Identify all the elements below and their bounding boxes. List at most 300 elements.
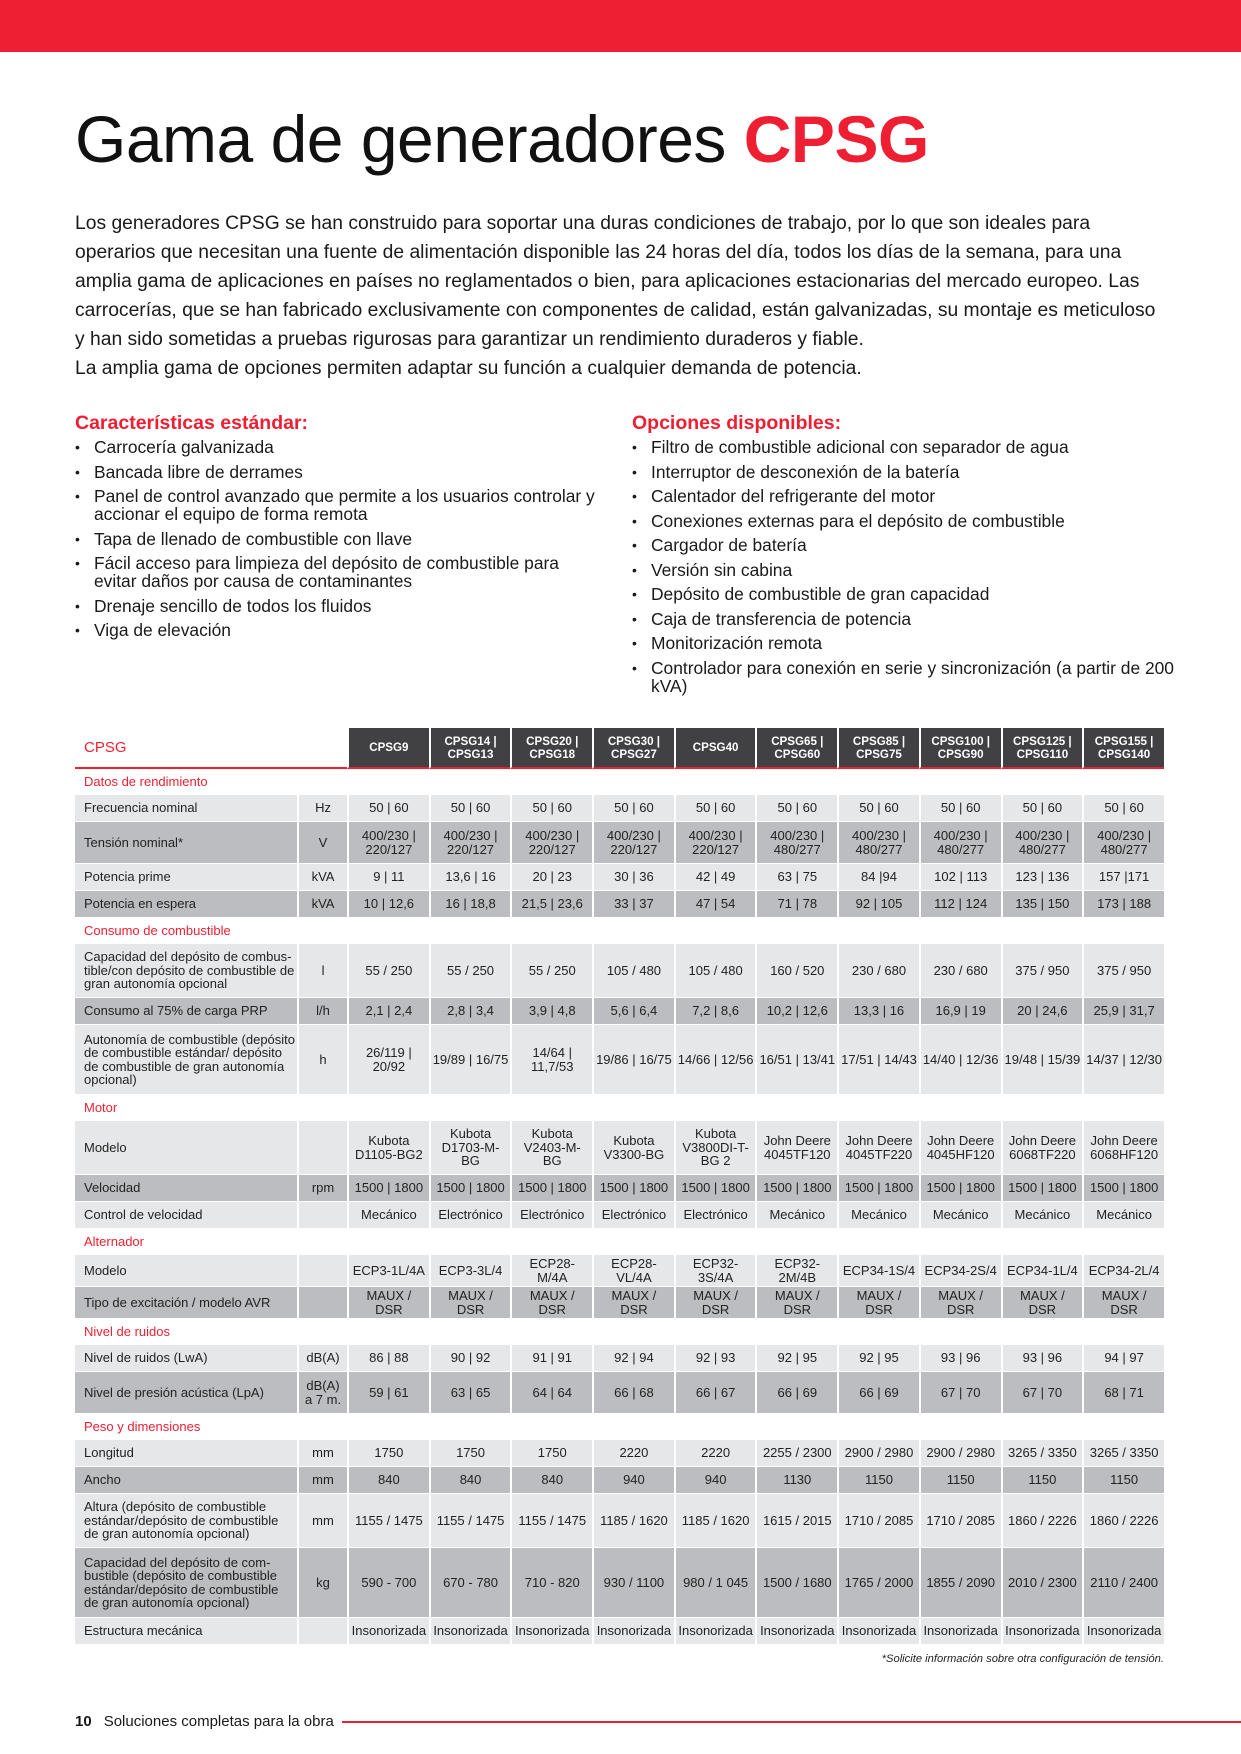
table-cell: 10,2 | 12,6 [755,998,837,1025]
table-cell: 940 [592,1467,674,1494]
table-cell: 1500 | 1800 [755,1175,837,1202]
table-cell: 105 / 480 [674,944,756,998]
table-cell: 63 | 65 [429,1372,511,1414]
table-cell: 9 | 11 [347,864,429,891]
option-item: • Depósito de combustible de gran capacidad [632,585,1192,603]
option-item: • Versión sin cabina [632,561,1192,579]
row-label: Consumo al 75% de carga PRP [75,998,297,1025]
section-title: Alternador [75,1229,1164,1255]
table-cell: 20 | 24,6 [1001,998,1083,1025]
table-row [75,822,1164,864]
table-cell: 13,3 | 16 [837,998,919,1025]
table-cell: 10 | 12,6 [347,891,429,918]
table-cell: 86 | 88 [347,1345,429,1372]
table-cell: 400/230 | 480/277 [755,822,837,864]
table-cell: 50 | 60 [510,795,592,822]
table-cell: 3,9 | 4,8 [510,998,592,1025]
table-cell: 375 / 950 [1082,944,1164,998]
table-section-row [75,1414,1164,1440]
standard-feature-item: • Tapa de llenado de combustible con llave [75,530,595,548]
table-cell: 2220 [592,1440,674,1467]
table-cell: 1155 / 1475 [510,1494,592,1548]
page-number: 10 [75,1713,92,1730]
table-cell: 14/64 | 11,7/53 [510,1025,592,1095]
row-unit [297,1255,347,1287]
row-unit: mm [297,1467,347,1494]
table-section-row [75,1229,1164,1255]
table-cell: 66 | 68 [592,1372,674,1414]
standard-features-heading: Características estándar: [75,412,309,434]
spec-table [75,728,1164,1645]
table-cell: 375 / 950 [1001,944,1083,998]
table-cell: 19/48 | 15/39 [1001,1025,1083,1095]
option-item: • Calentador del refrigerante del motor [632,487,1192,505]
table-cell: 2,8 | 3,4 [429,998,511,1025]
table-cell: ECP32-2M/4B [755,1255,837,1287]
model-column-header: CPSG85 | CPSG75 [837,728,919,769]
table-cell: Mecánico [347,1202,429,1229]
model-column-header: CPSG30 | CPSG27 [592,728,674,769]
table-cell: 55 / 250 [429,944,511,998]
table-cell: Electrónico [674,1202,756,1229]
table-cell: ECP34-1S/4 [837,1255,919,1287]
table-cell: 16,9 | 19 [919,998,1001,1025]
table-row [75,1175,1164,1202]
table-corner-label: CPSG [75,728,297,769]
row-label: Capacidad del depósito de combus-tible/con depósito de combustible de gran autonomía opcional [75,944,297,998]
table-cell: 1150 [837,1467,919,1494]
table-cell: 92 | 95 [837,1345,919,1372]
table-cell: Insonorizada [510,1618,592,1645]
table-cell: 2110 / 2400 [1082,1548,1164,1618]
table-cell: 92 | 105 [837,891,919,918]
footer-text: Soluciones completas para la obra [103,1713,334,1730]
row-unit: mm [297,1494,347,1548]
table-cell: MAUX / DSR [674,1287,756,1319]
table-cell: Electrónico [592,1202,674,1229]
table-row [75,795,1164,822]
table-cell: Mecánico [919,1202,1001,1229]
table-cell: 1860 / 2226 [1001,1494,1083,1548]
table-cell: 30 | 36 [592,864,674,891]
model-column-header: CPSG155 | CPSG140 [1082,728,1164,769]
table-cell: Insonorizada [592,1618,674,1645]
table-cell: 1615 / 2015 [755,1494,837,1548]
standard-features-list [75,438,595,639]
table-cell: 33 | 37 [592,891,674,918]
model-column-header: CPSG100 | CPSG90 [919,728,1001,769]
table-cell: 135 | 150 [1001,891,1083,918]
title-main: Gama de generadores [75,102,726,176]
table-cell: 670 - 780 [429,1548,511,1618]
intro-text: Los generadores CPSG se han construido para soportar una duras condiciones de trabajo, por lo que son ideales para operarios que necesitan una fuente de alimentación disponible las 24 horas del día, todos los días de la semana, para una amplia gama de aplicaciones en países no reglamentados o bien, para aplicaciones estacionarias del mercado europeo. Las carrocerías, que se han fabricado exclusivamente con componentes de calidad, están galvanizadas, su montaje es meticuloso y han sido sometidas a pruebas rigurosas para garantizar un rendimiento duraderos y fiable. [75,213,1156,350]
table-row [75,1287,1164,1319]
page-title [75,102,929,176]
table-cell: 840 [510,1467,592,1494]
table-row [75,1372,1164,1414]
table-section-row [75,1319,1164,1345]
row-label: Ancho [75,1467,297,1494]
table-cell: 400/230 | 220/127 [592,822,674,864]
table-cell: 2255 / 2300 [755,1440,837,1467]
table-cell: Insonorizada [837,1618,919,1645]
table-cell: 1750 [429,1440,511,1467]
table-cell: 92 | 93 [674,1345,756,1372]
table-cell: Insonorizada [919,1618,1001,1645]
footnote: *Solicite información sobre otra configuración de tensión. [881,1653,1164,1665]
model-column-header: CPSG9 [347,728,429,769]
row-unit [297,1121,347,1175]
table-cell: 840 [347,1467,429,1494]
table-corner-unit [297,728,347,769]
table-cell: 400/230 | 480/277 [1001,822,1083,864]
table-cell: ECP3-1L/4A [347,1255,429,1287]
row-label: Potencia prime [75,864,297,891]
table-cell: 1765 / 2000 [837,1548,919,1618]
table-cell: Insonorizada [429,1618,511,1645]
standard-feature-item: • Viga de elevación [75,621,595,639]
table-cell: 91 | 91 [510,1345,592,1372]
table-cell: MAUX / DSR [510,1287,592,1319]
title-accent: CPSG [743,102,929,176]
table-cell: John Deere 6068HF120 [1082,1121,1164,1175]
table-cell: 1130 [755,1467,837,1494]
table-cell: 20 | 23 [510,864,592,891]
standard-feature-item: • Bancada libre de derrames [75,463,595,481]
row-label: Autonomía de combustible (depósito de combustible estándar/ depósito de combustible de gran autonomía opcional) [75,1025,297,1095]
table-cell: 64 | 64 [510,1372,592,1414]
table-cell: 2900 / 2980 [837,1440,919,1467]
table-cell: MAUX / DSR [1082,1287,1164,1319]
table-cell: Kubota D1703-M-BG [429,1121,511,1175]
table-cell: 47 | 54 [674,891,756,918]
standard-feature-item: • Carrocería galvanizada [75,438,595,456]
table-cell: ECP34-1L/4 [1001,1255,1083,1287]
table-cell: 50 | 60 [755,795,837,822]
model-column-header: CPSG65 | CPSG60 [755,728,837,769]
available-options-list [632,438,1192,695]
table-cell: 42 | 49 [674,864,756,891]
table-cell: 112 | 124 [919,891,1001,918]
table-cell: 160 / 520 [755,944,837,998]
table-cell: Mecánico [837,1202,919,1229]
table-cell: 173 | 188 [1082,891,1164,918]
row-unit: mm [297,1440,347,1467]
row-unit: h [297,1025,347,1095]
available-options [632,412,1192,701]
table-cell: 93 | 96 [919,1345,1001,1372]
section-title: Nivel de ruidos [75,1319,1164,1345]
table-cell: 19/86 | 16/75 [592,1025,674,1095]
table-cell: 157 |171 [1082,864,1164,891]
table-cell: 1500 | 1800 [837,1175,919,1202]
table-cell: 63 | 75 [755,864,837,891]
row-label: Frecuencia nominal [75,795,297,822]
table-cell: Kubota V2403-M-BG [510,1121,592,1175]
table-cell: 55 / 250 [347,944,429,998]
table-row [75,1440,1164,1467]
table-cell: John Deere 4045TF220 [837,1121,919,1175]
table-cell: 14/66 | 12/56 [674,1025,756,1095]
table-row [75,1255,1164,1287]
table-cell: Kubota V3800DI-T-BG 2 [674,1121,756,1175]
table-cell: 1860 / 2226 [1082,1494,1164,1548]
row-label: Tensión nominal* [75,822,297,864]
table-cell: 590 - 700 [347,1548,429,1618]
table-cell: John Deere 4045HF120 [919,1121,1001,1175]
table-section-row [75,1095,1164,1121]
table-cell: 66 | 67 [674,1372,756,1414]
top-brand-bar [0,0,1241,52]
table-cell: 1500 | 1800 [429,1175,511,1202]
row-unit [297,1287,347,1319]
table-cell: MAUX / DSR [919,1287,1001,1319]
option-item: • Caja de transferencia de potencia [632,610,1192,628]
table-cell: 16/51 | 13/41 [755,1025,837,1095]
table-row [75,864,1164,891]
option-item: • Filtro de combustible adicional con separador de agua [632,438,1192,456]
row-label: Control de velocidad [75,1202,297,1229]
table-cell: Mecánico [1082,1202,1164,1229]
table-cell: John Deere 4045TF120 [755,1121,837,1175]
table-cell: Kubota V3300-BG [592,1121,674,1175]
table-cell: 400/230 | 220/127 [429,822,511,864]
table-cell: 13,6 | 16 [429,864,511,891]
table-cell: John Deere 6068TF220 [1001,1121,1083,1175]
table-cell: 50 | 60 [837,795,919,822]
table-cell: 1500 | 1800 [674,1175,756,1202]
table-cell: MAUX / DSR [837,1287,919,1319]
table-row [75,1025,1164,1095]
row-label: Potencia en espera [75,891,297,918]
table-cell: 1185 / 1620 [674,1494,756,1548]
table-cell: MAUX / DSR [1001,1287,1083,1319]
table-cell: 1710 / 2085 [919,1494,1001,1548]
table-cell: 84 |94 [837,864,919,891]
table-cell: 1710 / 2085 [837,1494,919,1548]
row-unit: l/h [297,998,347,1025]
table-cell: 1185 / 1620 [592,1494,674,1548]
table-cell: Electrónico [510,1202,592,1229]
table-cell: 400/230 | 220/127 [674,822,756,864]
table-cell: 66 | 69 [837,1372,919,1414]
option-item: • Controlador para conexión en serie y sincronización (a partir de 200 kVA) [632,659,1192,695]
table-cell: ECP34-2L/4 [1082,1255,1164,1287]
table-cell: ECP34-2S/4 [919,1255,1001,1287]
table-cell: 400/230 | 480/277 [919,822,1001,864]
table-cell: 123 | 136 [1001,864,1083,891]
table-cell: 55 / 250 [510,944,592,998]
table-cell: 1500 | 1800 [592,1175,674,1202]
table-cell: Insonorizada [674,1618,756,1645]
table-cell: ECP32-3S/4A [674,1255,756,1287]
table-row [75,1202,1164,1229]
row-unit [297,1618,347,1645]
table-cell: 1500 | 1800 [1001,1175,1083,1202]
table-cell: 230 / 680 [919,944,1001,998]
table-cell: 840 [429,1467,511,1494]
table-cell: 2010 / 2300 [1001,1548,1083,1618]
table-cell: 67 | 70 [919,1372,1001,1414]
table-cell: 400/230 | 480/277 [1082,822,1164,864]
table-cell: 1150 [1082,1467,1164,1494]
table-cell: 1150 [919,1467,1001,1494]
table-cell: Insonorizada [1082,1618,1164,1645]
table-cell: Insonorizada [1001,1618,1083,1645]
table-cell: 90 | 92 [429,1345,511,1372]
table-cell: MAUX / DSR [429,1287,511,1319]
table-cell: 1750 [510,1440,592,1467]
table-cell: 14/40 | 12/36 [919,1025,1001,1095]
table-row [75,1494,1164,1548]
table-cell: 26/119 | 20/92 [347,1025,429,1095]
table-row [75,1121,1164,1175]
table-cell: 16 | 18,8 [429,891,511,918]
table-cell: 105 / 480 [592,944,674,998]
table-cell: 71 | 78 [755,891,837,918]
table-cell: 66 | 69 [755,1372,837,1414]
table-cell: ECP3-3L/4 [429,1255,511,1287]
section-title: Motor [75,1095,1164,1121]
table-cell: MAUX / DSR [592,1287,674,1319]
table-cell: 68 | 71 [1082,1372,1164,1414]
row-unit: kVA [297,864,347,891]
table-cell: 3265 / 3350 [1082,1440,1164,1467]
table-cell: 1500 | 1800 [347,1175,429,1202]
table-row [75,891,1164,918]
table-cell: 400/230 | 480/277 [837,822,919,864]
table-row [75,998,1164,1025]
table-row [75,944,1164,998]
standard-feature-item: • Fácil acceso para limpieza del depósito de combustible para evitar daños por causa de contaminantes [75,554,595,590]
table-cell: 102 | 113 [919,864,1001,891]
table-cell: 3265 / 3350 [1001,1440,1083,1467]
table-cell: 17/51 | 14/43 [837,1025,919,1095]
table-row [75,1467,1164,1494]
intro-paragraph [75,209,1170,383]
row-unit [297,1202,347,1229]
row-unit: dB(A) a 7 m. [297,1372,347,1414]
option-item: • Cargador de batería [632,536,1192,554]
table-cell: Mecánico [1001,1202,1083,1229]
section-title: Consumo de combustible [75,918,1164,944]
model-column-header: CPSG14 | CPSG13 [429,728,511,769]
row-label: Velocidad [75,1175,297,1202]
row-unit: kVA [297,891,347,918]
row-label: Altura (depósito de combustible estándar/depósito de combustible de gran autonomía opcional) [75,1494,297,1548]
table-cell: 7,2 | 8,6 [674,998,756,1025]
option-item: • Interruptor de desconexión de la batería [632,463,1192,481]
table-cell: 50 | 60 [1001,795,1083,822]
table-cell: 93 | 96 [1001,1345,1083,1372]
table-row [75,1548,1164,1618]
table-cell: MAUX / DSR [755,1287,837,1319]
table-cell: 2220 [674,1440,756,1467]
row-label: Tipo de excitación / modelo AVR [75,1287,297,1319]
table-cell: 940 [674,1467,756,1494]
row-unit: rpm [297,1175,347,1202]
table-cell: 400/230 | 220/127 [510,822,592,864]
row-unit: V [297,822,347,864]
table-cell: 710 - 820 [510,1548,592,1618]
table-section-row [75,918,1164,944]
model-column-header: CPSG20 | CPSG18 [510,728,592,769]
table-cell: 50 | 60 [919,795,1001,822]
table-cell: 1155 / 1475 [429,1494,511,1548]
table-section-row [75,769,1164,795]
table-cell: Kubota D1105-BG2 [347,1121,429,1175]
row-label: Estructura mecánica [75,1618,297,1645]
table-cell: ECP28-M/4A [510,1255,592,1287]
table-cell: 25,9 | 31,7 [1082,998,1164,1025]
row-label: Modelo [75,1255,297,1287]
table-cell: 5,6 | 6,4 [592,998,674,1025]
table-cell: 1155 / 1475 [347,1494,429,1548]
intro-text-2: La amplia gama de opciones permiten adaptar su función a cualquier demanda de potencia. [75,358,862,379]
footer-rule [342,1721,1241,1723]
table-cell: 2,1 | 2,4 [347,998,429,1025]
table-cell: 19/89 | 16/75 [429,1025,511,1095]
row-unit: Hz [297,795,347,822]
table-cell: 1500 | 1800 [510,1175,592,1202]
available-options-heading: Opciones disponibles: [632,412,842,434]
table-cell: MAUX / DSR [347,1287,429,1319]
table-cell: Electrónico [429,1202,511,1229]
row-unit: kg [297,1548,347,1618]
table-row [75,1345,1164,1372]
standard-features [75,412,595,646]
table-cell: 50 | 60 [1082,795,1164,822]
section-title: Datos de rendimiento [75,769,1164,795]
table-cell: 21,5 | 23,6 [510,891,592,918]
row-label: Nivel de ruidos (LwA) [75,1345,297,1372]
row-label: Longitud [75,1440,297,1467]
table-cell: 59 | 61 [347,1372,429,1414]
table-cell: 1500 / 1680 [755,1548,837,1618]
table-cell: 1500 | 1800 [919,1175,1001,1202]
table-cell: 67 | 70 [1001,1372,1083,1414]
standard-feature-item: • Drenaje sencillo de todos los fluidos [75,597,595,615]
table-cell: 1750 [347,1440,429,1467]
table-cell: 92 | 94 [592,1345,674,1372]
table-cell: Insonorizada [755,1618,837,1645]
option-item: • Monitorización remota [632,634,1192,652]
page-footer [75,1713,1241,1730]
table-cell: 2900 / 2980 [919,1440,1001,1467]
table-cell: 1150 [1001,1467,1083,1494]
table-cell: 400/230 | 220/127 [347,822,429,864]
standard-feature-item: • Panel de control avanzado que permite a los usuarios controlar y accionar el equipo de forma remota [75,487,595,523]
table-cell: Insonorizada [347,1618,429,1645]
model-column-header: CPSG125 | CPSG110 [1001,728,1083,769]
table-cell: 930 / 1100 [592,1548,674,1618]
table-cell: 94 | 97 [1082,1345,1164,1372]
table-cell: 50 | 60 [429,795,511,822]
table-cell: 980 / 1 045 [674,1548,756,1618]
table-cell: 14/37 | 12/30 [1082,1025,1164,1095]
row-label: Modelo [75,1121,297,1175]
option-item: • Conexiones externas para el depósito de combustible [632,512,1192,530]
section-title: Peso y dimensiones [75,1414,1164,1440]
table-cell: 50 | 60 [674,795,756,822]
row-unit: l [297,944,347,998]
table-cell: 92 | 95 [755,1345,837,1372]
table-cell: 50 | 60 [592,795,674,822]
table-cell: 50 | 60 [347,795,429,822]
table-cell: 1500 | 1800 [1082,1175,1164,1202]
table-cell: ECP28-VL/4A [592,1255,674,1287]
table-cell: Mecánico [755,1202,837,1229]
